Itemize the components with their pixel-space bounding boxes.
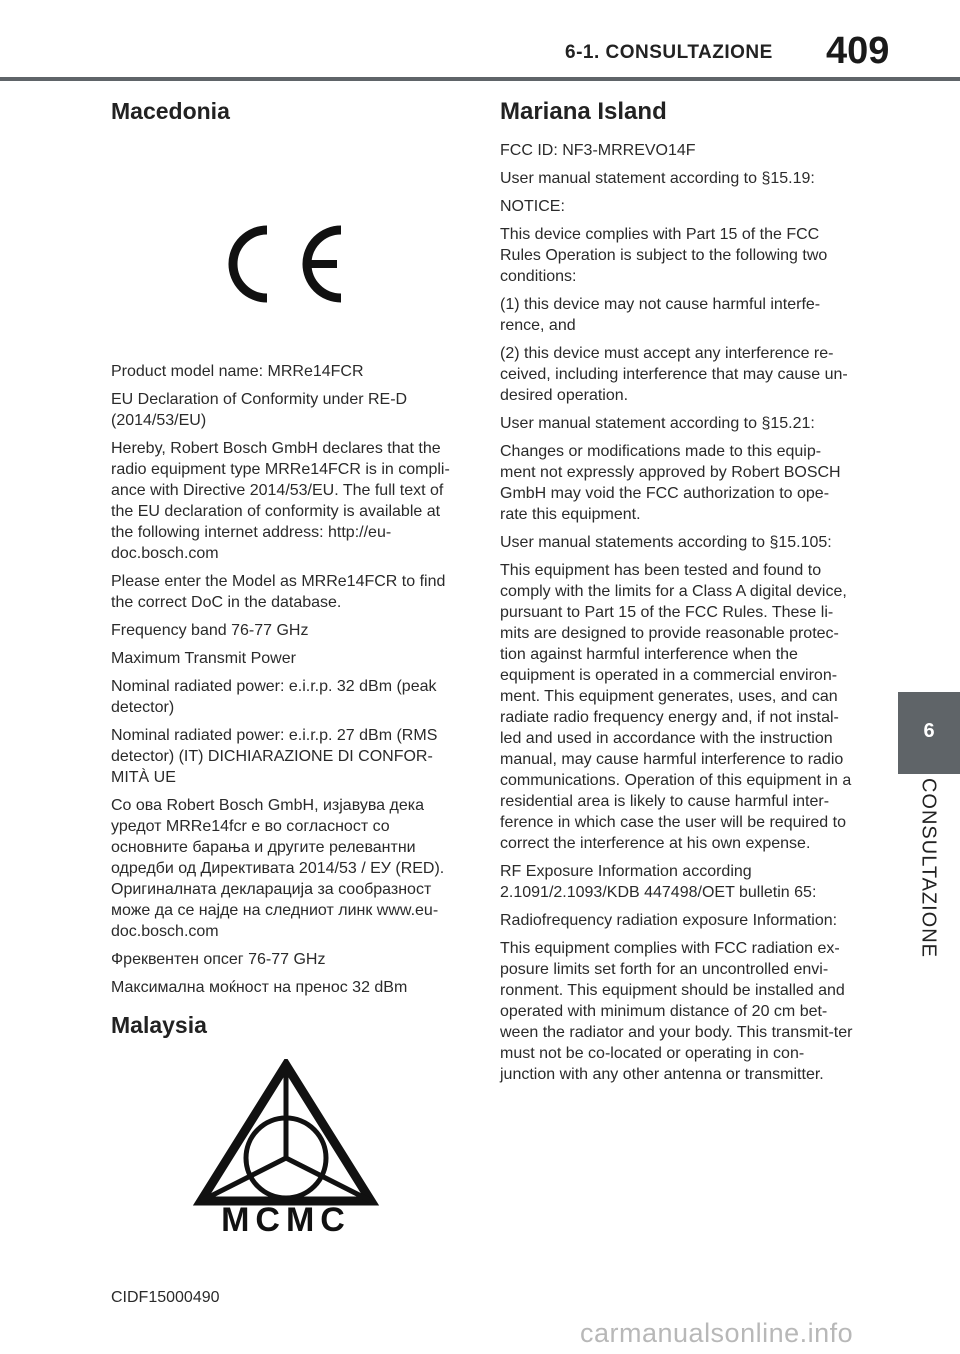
fcc-paragraph: NOTICE: xyxy=(500,198,565,215)
fcc-paragraph: This equipment complies with FCC radiation ex-posure limits set forth for an uncontrolled envi-ronment. This equipment should be installed and operated with minimum distance of 20 cm bet-ween the radiator and your body. This transmit-ter must not be co-located or operating in con-junction with any other antenna or transmitter. xyxy=(500,940,853,1083)
fcc-paragraph: FCC ID: NF3-MRREVO14F xyxy=(500,142,696,159)
macedonia-paragraph: Nominal radiated power: e.i.r.p. 27 dBm (RMS detector) (IT) DICHIARAZIONE DI CONFOR-MITÀ UE xyxy=(111,727,438,786)
malaysia-code: CIDF15000490 xyxy=(111,1289,220,1306)
ce-mark-area xyxy=(111,131,461,361)
macedonia-paragraph: Nominal radiated power: e.i.r.p. 32 dBm (peak detector) xyxy=(111,678,437,716)
macedonia-paragraph: EU Declaration of Conformity under RE-D (2014/53/EU) xyxy=(111,391,408,429)
watermark: carmanualsonline.info xyxy=(580,1318,854,1348)
mariana-island-heading: Mariana Island xyxy=(500,98,667,125)
mcmc-logo-text: MCMC xyxy=(221,1201,351,1235)
fcc-paragraph: This device complies with Part 15 of the FCC Rules Operation is subject to the following two conditions: xyxy=(500,226,828,285)
macedonia-paragraph: Please enter the Model as MRRe14FCR to find the correct DoC in the database. xyxy=(111,573,446,611)
page-number: 409 xyxy=(826,30,890,72)
fcc-paragraph: Changes or modifications made to this equip-ment not expressly approved by Robert BOSCH GmbH may void the FCC authorization to ope-rate this equipment. xyxy=(500,443,841,523)
macedonia-paragraph: Фреквентен опсег 76-77 GHz xyxy=(111,951,326,968)
mcmc-mark-area xyxy=(111,1049,461,1249)
chapter-number: 6 xyxy=(923,720,935,742)
right-column xyxy=(500,98,855,1092)
fcc-paragraph: RF Exposure Information according 2.1091/2.1093/KDB 447498/OET bulletin 65: xyxy=(500,863,817,901)
section-title: 6-1. CONSULTAZIONE xyxy=(565,42,773,63)
macedonia-paragraph: Frequency band 76-77 GHz xyxy=(111,622,309,639)
fcc-paragraph: (1) this device may not cause harmful interfe-rence, and xyxy=(500,296,821,334)
left-column xyxy=(111,98,461,1315)
chapter-tab xyxy=(898,692,960,774)
macedonia-paragraph: Hereby, Robert Bosch GmbH declares that the radio equipment type MRRe14FCR is in compli-ance with Directive 2014/53/EU. The full text of the EU declaration of conformity is available at the following internet address: http://eu-doc.bosch.com xyxy=(111,440,450,562)
macedonia-paragraph: Максимална моќност на пренос 32 dBm xyxy=(111,979,408,996)
macedonia-heading: Macedonia xyxy=(111,98,230,124)
header-divider xyxy=(0,77,960,81)
macedonia-paragraph: Maximum Transmit Power xyxy=(111,650,296,667)
mcmc-logo xyxy=(183,1059,389,1235)
chapter-label: CONSULTAZIONE xyxy=(917,777,940,959)
macedonia-paragraph: Product model name: MRRe14FCR xyxy=(111,363,364,380)
fcc-paragraph: Radiofrequency radiation exposure Information: xyxy=(500,912,838,929)
macedonia-paragraph: Со ова Robert Bosch GmbH, изјавува дека уредот MRRe14fcr е во согласност со основните барања и другите релевантни одредби од Директивата 2014/53 / ЕУ (RED). Оригиналната декларација за сообразност може да се најде на следниот линк www.eu-doc.bosch.com xyxy=(111,797,445,940)
page-header xyxy=(0,0,960,80)
fcc-paragraph: User manual statement according to §15.19: xyxy=(500,170,815,187)
malaysia-heading: Malaysia xyxy=(111,1012,207,1038)
fcc-paragraph: This equipment has been tested and found to comply with the limits for a Class A digital device, pursuant to Part 15 of the FCC Rules. These li-mits are designed to provide reasonable protec-tion against harmful interference when the equipment is operated in a commercial environ-ment. This equipment generates, uses, and can radiate radio frequency energy and, if not instal-led and used in accordance with the instruction manual, may cause harmful interference to radio communications. Operation of this equipment in a residential area is likely to cause harmful inter-ference in which case the user will be required to correct the interference at his own expense. xyxy=(500,562,852,852)
ce-mark-logo xyxy=(219,216,349,312)
fcc-paragraph: (2) this device must accept any interference re-ceived, including interference that may cause un-desired operation. xyxy=(500,345,848,404)
fcc-paragraph: User manual statements according to §15.105: xyxy=(500,534,832,551)
fcc-paragraph: User manual statement according to §15.21: xyxy=(500,415,815,432)
